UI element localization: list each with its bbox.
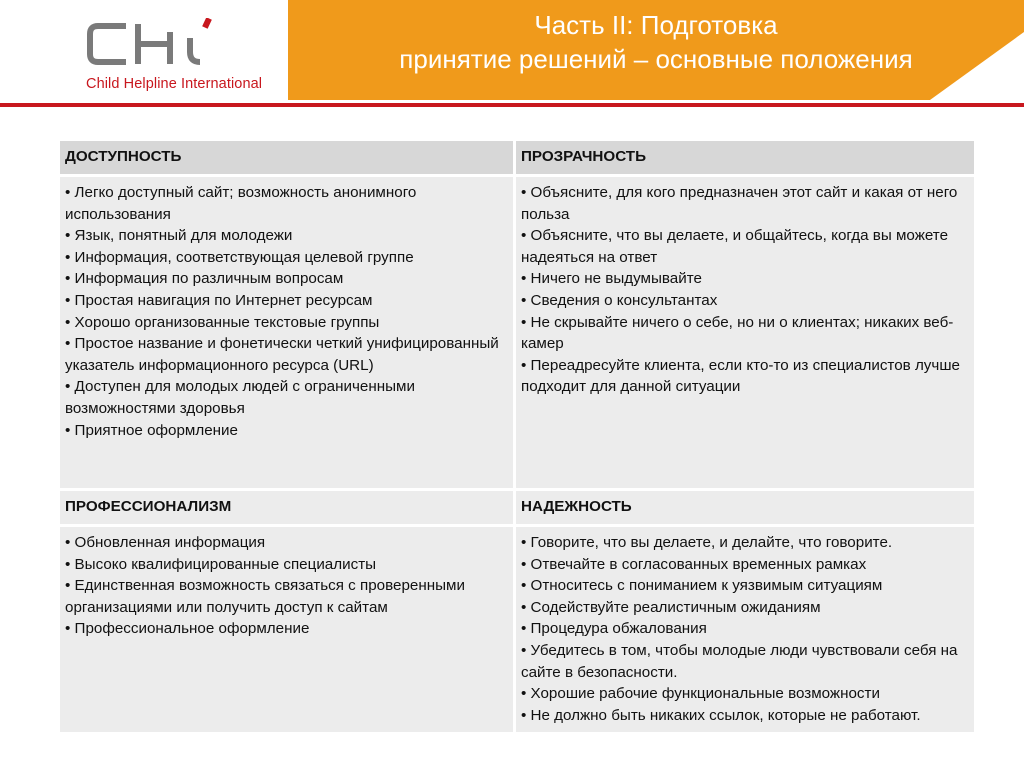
table-row	[60, 177, 974, 488]
chi-logo-mark	[86, 18, 216, 70]
accessibility-list	[60, 177, 513, 488]
title-line-2: принятие решений – основные положения	[399, 44, 913, 74]
title-line-1: Часть II: Подготовка	[534, 10, 778, 40]
chi-logo	[86, 18, 276, 98]
list-item: • Не должно быть никаких ссылок, которые не работают.	[520, 706, 921, 724]
page-title	[288, 8, 1024, 76]
list-item: • Приятное оформление	[65, 421, 238, 439]
list-item: • Отвечайте в согласованных временных рамках	[520, 555, 867, 573]
list-item: • Информация по различным вопросам	[65, 270, 344, 288]
list-item: • Объясните, что вы делаете, и общайтесь, когда вы можете надеяться на ответ	[520, 227, 949, 266]
list-item: • Говорите, что вы делаете, и делайте, что говорите.	[520, 534, 893, 551]
list-item: • Сведения о консультантах	[520, 291, 718, 309]
list-item: • Легко доступный сайт; возможность анонимного использования	[65, 184, 417, 223]
professionalism-list	[60, 527, 513, 732]
list-item: • Доступен для молодых людей с ограниченными возможностями здоровья	[65, 378, 415, 417]
list-item: • Убедитесь в том, чтобы молодые люди чувствовали себя на сайте в безопасности.	[520, 641, 958, 681]
heading-accessibility: ДОСТУПНОСТЬ	[60, 141, 513, 174]
list-item: • Хорошие рабочие функциональные возможности	[520, 685, 880, 703]
table-row	[60, 141, 974, 174]
slide-header	[0, 0, 1024, 108]
list-item: • Информация, соответствующая целевой группе	[65, 248, 414, 266]
list-item: • Обновленная информация	[65, 534, 266, 551]
list-item: • Объясните, для кого предназначен этот сайт и какая от него польза	[520, 184, 958, 223]
list-item: • Процедура обжалования	[520, 620, 707, 638]
list-item: • Хорошо организованные текстовые группы	[65, 313, 380, 331]
heading-professionalism: ПРОФЕССИОНАЛИЗМ	[60, 491, 513, 524]
principles-table	[57, 138, 977, 735]
list-item: • Не скрывайте ничего о себе, но ни о клиентах; никаких веб-камер	[520, 313, 954, 353]
list-item: • Высоко квалифицированные специалисты	[65, 555, 377, 573]
heading-reliability: НАДЕЖНОСТЬ	[516, 491, 974, 524]
table-row	[60, 491, 974, 524]
list-item: • Простое название и фонетически четкий унифицированный указатель информационного ресурса (URL)	[65, 335, 499, 374]
list-item: • Простая навигация по Интернет ресурсам	[65, 291, 373, 309]
reliability-list	[516, 527, 974, 732]
title-banner	[288, 0, 1024, 100]
list-item: • Ничего не выдумывайте	[520, 270, 702, 288]
list-item: • Профессиональное оформление	[65, 620, 310, 638]
header-divider	[0, 103, 1024, 107]
heading-transparency: ПРОЗРАЧНОСТЬ	[516, 141, 974, 174]
list-item: • Содействуйте реалистичным ожиданиям	[520, 598, 821, 616]
brand-name: Child Helpline International	[86, 76, 263, 92]
transparency-list	[516, 177, 974, 488]
list-item: • Переадресуйте клиента, если кто-то из специалистов лучше подходит для данной ситуации	[520, 356, 960, 396]
list-item: • Единственная возможность связаться с проверенными организациями или получить доступ к сайтам	[65, 577, 465, 616]
list-item: • Язык, понятный для молодежи	[65, 227, 293, 245]
table-row	[60, 527, 974, 732]
list-item: • Относитесь с пониманием к уязвимым ситуациям	[520, 577, 883, 595]
